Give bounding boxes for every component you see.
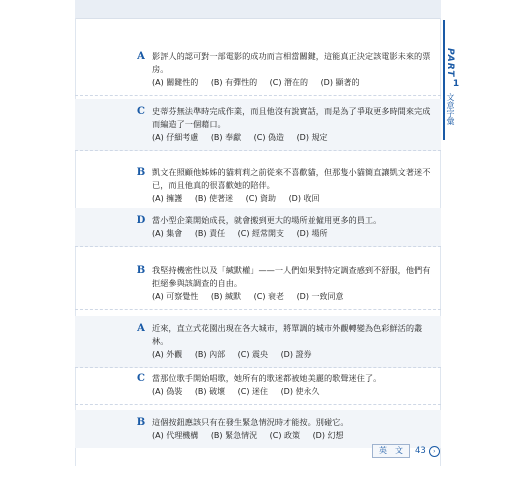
option-b: (B) 緊急情況 xyxy=(210,431,258,440)
question-item-5 xyxy=(75,258,441,310)
question-stem: 近來，直立式花園出現在各大城市，將單調的城市外觀轉變為色彩鮮活的叢林。 xyxy=(152,323,423,346)
option-d: (D) 使永久 xyxy=(280,387,320,396)
answer-letter: D xyxy=(136,215,146,226)
question-options xyxy=(152,348,433,361)
question-item-8 xyxy=(75,410,441,448)
answer-letter: C xyxy=(137,106,145,117)
option-c: (C) 資助 xyxy=(245,194,277,203)
question-stem: 當那位歌手開始唱歌，她所有的歌迷都被她美麗的歌聲迷住了。 xyxy=(152,373,382,383)
question-item-6 xyxy=(75,316,441,368)
option-a: (A) 可察覺性 xyxy=(152,292,199,301)
option-c: (C) 衰老 xyxy=(253,292,285,301)
part-number: 1 xyxy=(452,79,460,90)
option-c: (C) 迷住 xyxy=(237,387,269,396)
option-a: (A) 偽裝 xyxy=(152,387,183,396)
option-b: (B) 內部 xyxy=(194,350,226,359)
section-title: 文意字彙 xyxy=(446,93,455,126)
option-b: (B) 奉獻 xyxy=(210,133,242,142)
option-b: (B) 責任 xyxy=(194,229,226,238)
question-stem: 當小型企業開始成長，就會搬到更大的場所並僱用更多的員工。 xyxy=(152,215,382,225)
question-item-2 xyxy=(75,99,441,151)
page-number: 43 xyxy=(415,446,426,456)
part-label: PART xyxy=(445,48,455,78)
answer-letter: A xyxy=(137,323,145,334)
page-footer xyxy=(372,444,440,458)
option-b: (B) 緘默 xyxy=(210,292,242,301)
question-item-7 xyxy=(75,366,441,405)
option-d: (D) 場所 xyxy=(296,229,328,238)
option-a: (A) 仔細考慮 xyxy=(152,133,199,142)
question-options xyxy=(152,290,433,303)
option-c: (C) 經常開支 xyxy=(237,229,285,238)
question-stem: 影評人的認可對一部電影的成功而言相當關鍵，這能真正決定該電影未來的票房。 xyxy=(152,51,431,74)
option-a: (A) 擁護 xyxy=(152,194,183,203)
option-a: (A) 代理機構 xyxy=(152,431,199,440)
question-item-3 xyxy=(75,160,441,212)
option-b: (B) 使著迷 xyxy=(194,194,234,203)
part-sidebar xyxy=(445,48,467,125)
option-b: (B) 破壞 xyxy=(194,387,226,396)
question-options xyxy=(152,429,433,442)
option-a: (A) 外觀 xyxy=(152,350,183,359)
question-options xyxy=(152,385,433,398)
answer-letter: B xyxy=(136,417,146,428)
option-a: (A) 關鍵性的 xyxy=(152,78,199,87)
option-c: (C) 震央 xyxy=(237,350,269,359)
question-options xyxy=(152,227,433,240)
question-item-4 xyxy=(75,208,441,247)
option-d: (D) 收回 xyxy=(288,194,320,203)
option-d: (D) 規定 xyxy=(296,133,328,142)
answer-letter: A xyxy=(137,51,145,62)
option-d: (D) 證券 xyxy=(280,350,312,359)
option-b: (B) 有彈性的 xyxy=(210,78,258,87)
option-a: (A) 集會 xyxy=(152,229,183,238)
answer-letter: C xyxy=(137,373,145,384)
question-stem: 這個按鈕應該只有在發生緊急情況時才能按。別碰它。 xyxy=(152,417,349,427)
question-options xyxy=(152,192,433,205)
option-c: (C) 偽造 xyxy=(253,133,285,142)
option-d: (D) 幻想 xyxy=(312,431,344,440)
answer-letter: B xyxy=(136,167,146,178)
answer-letter: B xyxy=(136,265,146,276)
question-item-1 xyxy=(75,44,441,96)
option-c: (C) 政策 xyxy=(269,431,301,440)
question-stem: 我堅持機密性以及「緘默權」——一人們如果對特定調查感到不舒服，他們有拒絕參與該調查的自由。 xyxy=(152,265,431,288)
question-stem: 史蒂芬無法準時完成作業，而且他沒有說實話，而是為了爭取更多時間來完成而編造了一個藉口。 xyxy=(152,106,431,129)
option-c: (C) 潛在的 xyxy=(269,78,309,87)
next-page-arrow-icon: › xyxy=(429,446,440,457)
question-options xyxy=(152,131,433,144)
footer-section-label: 英 文 xyxy=(372,444,410,458)
option-d: (D) 顯著的 xyxy=(320,78,360,87)
question-stem: 凱文在照顧他姊姊的貓莉莉之前從來不喜歡貓，但那隻小貓簡直讓凱文著迷不已，而且他真的很喜歡她的陪伴。 xyxy=(152,167,431,190)
option-d: (D) 一致同意 xyxy=(296,292,344,301)
question-options xyxy=(152,76,433,89)
